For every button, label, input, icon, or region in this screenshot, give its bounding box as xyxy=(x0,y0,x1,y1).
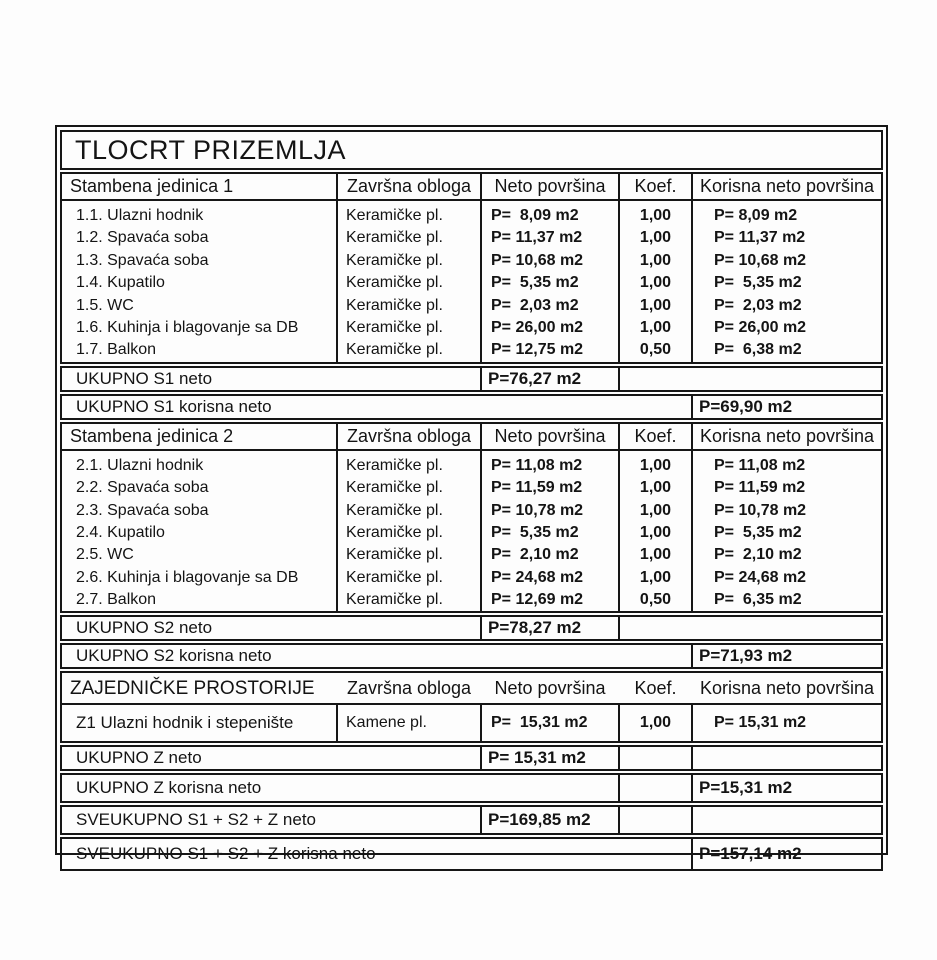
total-label: UKUPNO S1 neto xyxy=(76,368,213,388)
usable-area-value: P= 24,68 m2 xyxy=(714,568,807,586)
empty-cell xyxy=(618,617,881,639)
net-area-value: P= 15,31 m2 xyxy=(480,705,618,741)
unit2-net-area-column xyxy=(480,451,618,612)
coefficient-value: 1,00 xyxy=(618,705,691,741)
net-area-value: P= 2,10 m2 xyxy=(491,546,579,564)
total-label: UKUPNO S2 neto xyxy=(76,618,213,638)
total-label: UKUPNO S2 korisna neto xyxy=(76,646,272,666)
unit1-coefficient-column xyxy=(618,201,691,362)
usable-area-value: P= 6,35 m2 xyxy=(714,591,802,609)
usable-area-value: P= 26,00 m2 xyxy=(714,318,807,336)
unit1-usable-area-column xyxy=(691,201,881,362)
room-label: 1.7. Balkon xyxy=(76,341,157,359)
grand-total-net-row xyxy=(60,805,883,835)
common-areas-section xyxy=(60,671,883,743)
common-areas-name: ZAJEDNIČKE PROSTORIJE xyxy=(70,677,315,699)
room-label: Z1 Ulazni hodnik i stepenište xyxy=(76,713,294,733)
page-title: TLOCRT PRIZEMLJA xyxy=(75,134,347,165)
finish-value: Keramičke pl. xyxy=(346,501,443,519)
room-label: 2.4. Kupatilo xyxy=(76,523,165,541)
coefficient-value: 1,00 xyxy=(639,456,672,474)
unit1-total-net-row xyxy=(60,366,883,392)
net-area-value: P= 11,37 m2 xyxy=(491,229,583,247)
usable-area-value: P= 10,78 m2 xyxy=(714,501,807,519)
grand-total-usable-row xyxy=(60,837,883,871)
total-value: P= 15,31 m2 xyxy=(480,747,618,769)
total-value: P=15,31 m2 xyxy=(691,775,881,801)
total-label: SVEUKUPNO S1 + S2 + Z korisna neto xyxy=(76,844,376,864)
finish-value: Keramičke pl. xyxy=(346,251,443,269)
unit1-section xyxy=(60,172,883,364)
usable-area-value: P= 2,03 m2 xyxy=(714,296,802,314)
usable-area-value: P= 8,09 m2 xyxy=(714,207,798,224)
col-header-coefficient: Koef. xyxy=(618,174,691,199)
total-value: P=78,27 m2 xyxy=(480,617,618,639)
net-area-value: P= 2,03 m2 xyxy=(491,296,579,314)
room-label: 1.6. Kuhinja i blagovanje sa DB xyxy=(76,318,299,336)
coefficient-value: 0,50 xyxy=(639,341,672,359)
usable-area-value: P= 5,35 m2 xyxy=(714,274,802,292)
net-area-value: P= 24,68 m2 xyxy=(491,568,584,586)
unit2-data-rows xyxy=(62,451,881,612)
usable-area-value: P= 6,38 m2 xyxy=(714,341,802,359)
col-header-coefficient: Koef. xyxy=(634,677,677,698)
common-area-data-row xyxy=(62,705,881,741)
coefficient-value: 1,00 xyxy=(639,479,672,497)
usable-area-value: P= 2,10 m2 xyxy=(714,546,802,564)
unit1-net-area-column xyxy=(480,201,618,362)
coefficient-value: 1,00 xyxy=(639,546,672,564)
finish-value: Keramičke pl. xyxy=(346,296,443,314)
room-label: 1.2. Spavaća soba xyxy=(76,229,209,247)
usable-area-value: P= 15,31 m2 xyxy=(691,705,881,741)
col-header-net-area: Neto površina xyxy=(480,424,618,449)
title-box xyxy=(60,130,883,170)
unit1-name: Stambena jedinica 1 xyxy=(70,176,234,196)
finish-value: Keramičke pl. xyxy=(346,568,443,586)
unit2-room-column xyxy=(62,451,336,612)
room-label: 1.1. Ulazni hodnik xyxy=(76,207,204,224)
coefficient-value: 1,00 xyxy=(639,501,672,519)
unit1-finish-column xyxy=(336,201,480,362)
unit2-usable-area-column xyxy=(691,451,881,612)
room-label: 2.1. Ulazni hodnik xyxy=(76,456,204,474)
table-outer-frame xyxy=(55,125,888,864)
col-header-usable-net-area: Korisna neto površina xyxy=(699,677,875,698)
finish-value: Keramičke pl. xyxy=(346,207,443,224)
unit1-data-rows xyxy=(62,201,881,362)
col-header-net-area: Neto površina xyxy=(494,677,606,698)
room-label: 2.7. Balkon xyxy=(76,591,157,609)
col-header-usable-net-area: Korisna neto površina xyxy=(691,424,881,449)
net-area-value: P= 12,75 m2 xyxy=(491,341,584,359)
usable-area-value: P= 11,59 m2 xyxy=(714,479,806,497)
total-value: P=157,14 m2 xyxy=(691,839,881,869)
unit2-coefficient-column xyxy=(618,451,691,612)
unit2-section xyxy=(60,422,883,614)
empty-cell xyxy=(691,807,881,833)
unit1-total-usable-row xyxy=(60,394,883,420)
coefficient-value: 1,00 xyxy=(639,229,672,247)
room-label: 2.6. Kuhinja i blagovanje sa DB xyxy=(76,568,299,586)
empty-cell xyxy=(618,747,691,769)
total-value: P=69,90 m2 xyxy=(691,396,881,418)
coefficient-value: 1,00 xyxy=(639,296,672,314)
col-header-coefficient: Koef. xyxy=(618,424,691,449)
total-label: SVEUKUPNO S1 + S2 + Z neto xyxy=(76,810,317,830)
floor-plan-area-table xyxy=(55,125,888,864)
room-label: 1.4. Kupatilo xyxy=(76,274,165,292)
total-value: P=76,27 m2 xyxy=(480,368,618,390)
net-area-value: P= 26,00 m2 xyxy=(491,318,584,336)
usable-area-value: P= 5,35 m2 xyxy=(714,523,802,541)
empty-cell xyxy=(618,368,881,390)
coefficient-value: 1,00 xyxy=(639,274,672,292)
unit2-name: Stambena jedinica 2 xyxy=(70,425,234,446)
net-area-value: P= 8,09 m2 xyxy=(491,207,579,224)
common-total-net-row xyxy=(60,745,883,771)
finish-value: Keramičke pl. xyxy=(346,229,443,247)
total-label: UKUPNO S1 korisna neto xyxy=(76,396,272,416)
total-label: UKUPNO Z neto xyxy=(76,748,202,768)
room-label: 2.5. WC xyxy=(76,546,134,564)
empty-cell xyxy=(618,807,691,833)
total-value: P=169,85 m2 xyxy=(480,807,618,833)
usable-area-value: P= 11,08 m2 xyxy=(714,456,806,474)
unit2-finish-column xyxy=(336,451,480,612)
finish-value: Keramičke pl. xyxy=(346,523,443,541)
net-area-value: P= 5,35 m2 xyxy=(491,274,579,292)
finish-value: Keramičke pl. xyxy=(346,479,443,497)
room-label: 2.3. Spavaća soba xyxy=(76,501,209,519)
net-area-value: P= 12,69 m2 xyxy=(491,591,584,609)
total-value: P=71,93 m2 xyxy=(691,645,881,667)
finish-value: Keramičke pl. xyxy=(346,274,443,292)
coefficient-value: 1,00 xyxy=(639,523,672,541)
col-header-finish: Završna obloga xyxy=(346,677,472,698)
unit1-room-column xyxy=(62,201,336,362)
finish-value: Keramičke pl. xyxy=(346,456,443,474)
net-area-value: P= 5,35 m2 xyxy=(491,523,579,541)
unit2-total-usable-row xyxy=(60,643,883,669)
net-area-value: P= 11,08 m2 xyxy=(491,456,583,474)
common-areas-header-row xyxy=(62,673,881,705)
finish-value: Keramičke pl. xyxy=(346,318,443,336)
empty-cell xyxy=(691,747,881,769)
usable-area-value: P= 11,37 m2 xyxy=(714,229,806,247)
unit1-header-row xyxy=(62,174,881,201)
total-label: UKUPNO Z korisna neto xyxy=(76,778,262,798)
unit2-total-net-row xyxy=(60,615,883,641)
room-label: 1.3. Spavaća soba xyxy=(76,251,209,269)
coefficient-value: 1,00 xyxy=(639,568,672,586)
coefficient-value: 1,00 xyxy=(639,251,672,269)
empty-cell xyxy=(618,775,691,801)
room-label: 2.2. Spavaća soba xyxy=(76,479,209,497)
finish-value: Keramičke pl. xyxy=(346,341,443,359)
col-header-finish: Završna obloga xyxy=(336,174,480,199)
net-area-value: P= 11,59 m2 xyxy=(491,479,583,497)
net-area-value: P= 10,68 m2 xyxy=(491,251,584,269)
unit2-header-row xyxy=(62,424,881,451)
finish-value: Keramičke pl. xyxy=(346,591,443,609)
room-label: 1.5. WC xyxy=(76,296,134,314)
col-header-finish: Završna obloga xyxy=(336,424,480,449)
col-header-usable-net-area: Korisna neto površina xyxy=(691,174,881,199)
usable-area-value: P= 10,68 m2 xyxy=(714,251,807,269)
finish-value: Kamene pl. xyxy=(336,705,480,741)
col-header-net-area: Neto površina xyxy=(480,174,618,199)
finish-value: Keramičke pl. xyxy=(346,546,443,564)
coefficient-value: 1,00 xyxy=(639,318,672,336)
coefficient-value: 0,50 xyxy=(639,591,672,609)
net-area-value: P= 10,78 m2 xyxy=(491,501,584,519)
common-total-usable-row xyxy=(60,773,883,803)
coefficient-value: 1,00 xyxy=(639,207,672,224)
